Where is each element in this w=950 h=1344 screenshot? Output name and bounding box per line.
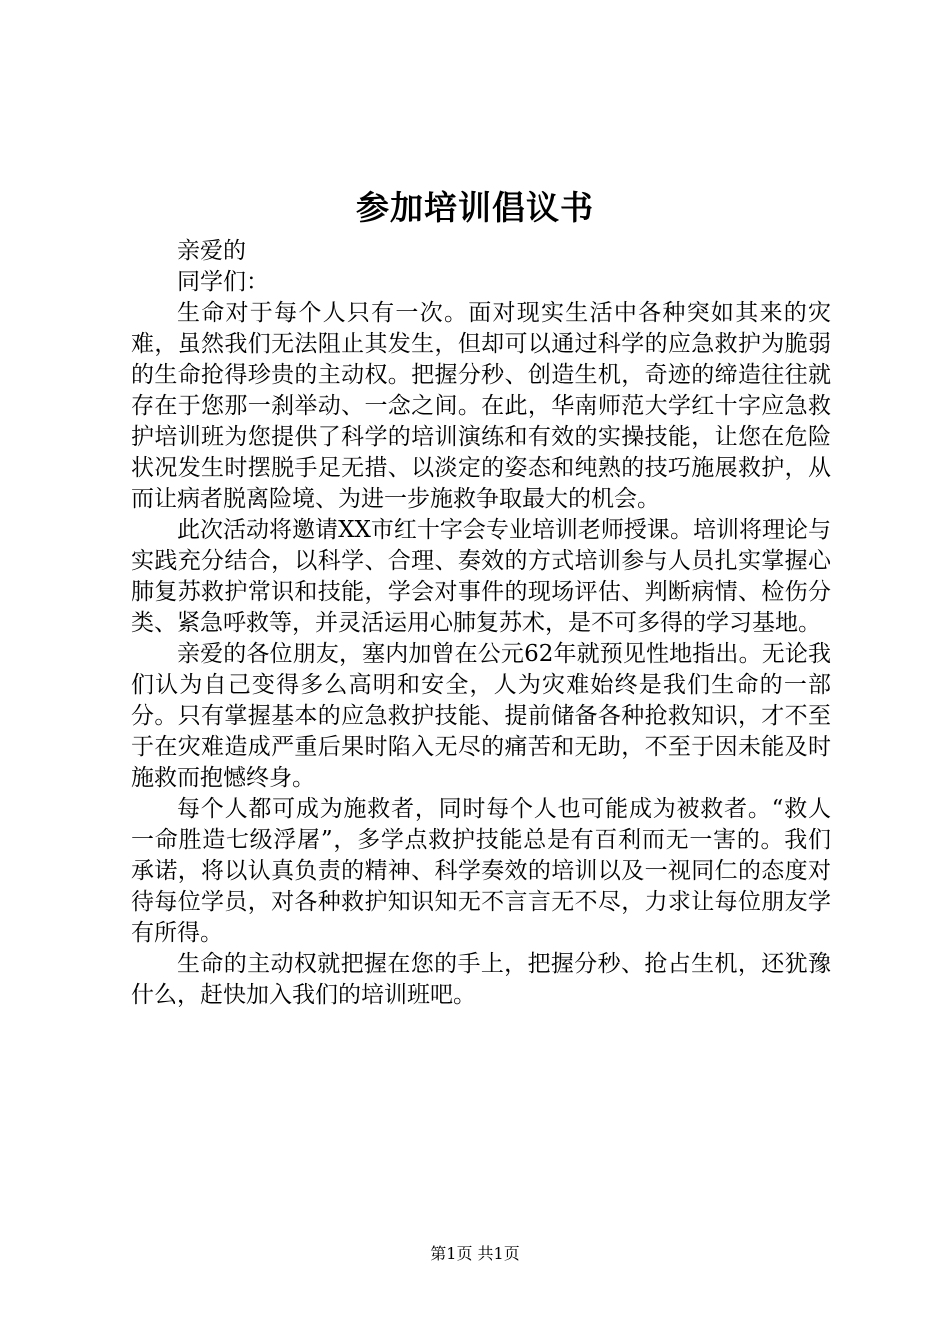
salutation-line-2: 同学们：: [177, 269, 269, 295]
paragraph-3: 亲爱的各位朋友，塞内加曾在公元62年就预见性地指出。无论我们认为自己变得多么高明和安全，人为灾难始终是我们生命的一部分。只有掌握基本的应急救护技能、提前储备各种抢救知识，才不至于在灾难造成严重后果时陷入无尽的痛苦和无助，不至于因未能及时施救而抱憾终身。: [131, 641, 831, 791]
page-number-footer: 第1页 共1页: [430, 1244, 520, 1263]
paragraph-2: 此次活动将邀请XX市红十字会专业培训老师授课。培训将理论与实践充分结合，以科学、合理、奏效的方式培训参与人员扎实掌握心肺复苏救护常识和技能，学会对事件的现场评估、判断病情、检伤分类、紧急呼救等，并灵活运用心肺复苏术，是不可多得的学习基地。: [131, 517, 831, 636]
document-title: 参加培训倡议书: [356, 188, 594, 227]
paragraph-1: 生命对于每个人只有一次。面对现实生活中各种突如其来的灾难，虽然我们无法阻止其发生，但却可以通过科学的应急救护为脆弱的生命抢得珍贵的主动权。把握分秒、创造生机，奇迹的缔造往往就存在于您那一刹举动、一念之间。在此，华南师范大学红十字应急救护培训班为您提供了科学的培训演练和有效的实操技能，让您在危险状况发生时摆脱手足无措、以淡定的姿态和纯熟的技巧施展救护，从而让病者脱离险境、为进一步施救争取最大的机会。: [131, 300, 831, 512]
salutation-line-1: 亲爱的: [177, 238, 246, 264]
document-body: [131, 236, 831, 1011]
paragraph-5: 生命的主动权就把握在您的手上，把握分秒、抢占生机，还犹豫什么，赶快加入我们的培训班吧。: [131, 951, 831, 1008]
paragraph-4: 每个人都可成为施救者，同时每个人也可能成为被救者。“救人一命胜造七级浮屠”，多学点救护技能总是有百利而无一害的。我们承诺，将以认真负责的精神、科学奏效的培训以及一视同仁的态度对待每位学员，对各种救护知识知无不言言无不尽，力求让每位朋友学有所得。: [131, 796, 831, 946]
